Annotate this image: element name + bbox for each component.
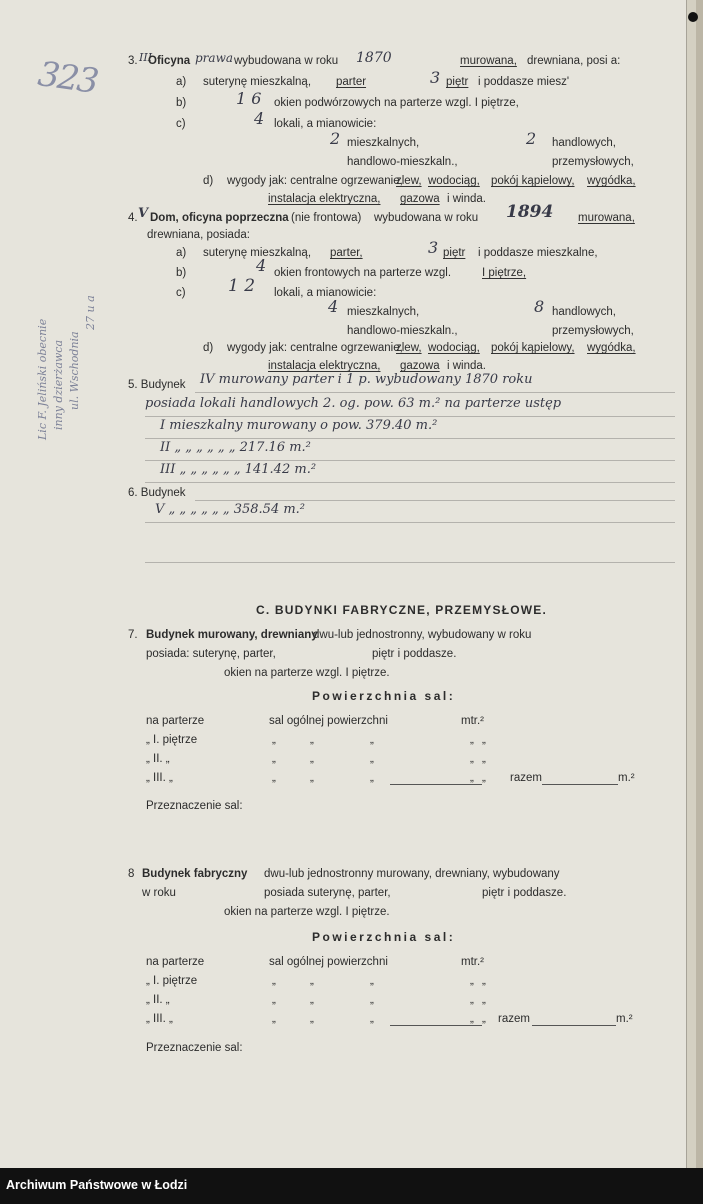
- s4-b-text: okien frontowych na parterze wzgl.: [274, 267, 452, 279]
- s4-d-instalacja: instalacja elektryczna,: [268, 360, 381, 372]
- s4-a-parter: parter,: [330, 247, 363, 259]
- s3-c-units-handwritten: 4: [254, 109, 265, 128]
- archive-footer: [0, 1168, 703, 1204]
- s3-commercial-label: handlowych,: [552, 137, 616, 149]
- s3-number: 3.: [128, 55, 138, 67]
- s5-label: 5. Budynek: [128, 379, 186, 391]
- margin-note-line: 27 u a: [84, 295, 97, 330]
- s4-a-text: suterynę mieszkalną,: [203, 247, 312, 259]
- s5-handwriting-line: I mieszkalny murowany o pow. 379.40 m.²: [160, 418, 438, 433]
- s4-commercial-label: handlowych,: [552, 306, 616, 318]
- s3-a-text: suterynę mieszkalną,: [203, 76, 312, 88]
- s4-commercial-count: 8: [534, 297, 545, 316]
- ditto-mark: „: [370, 753, 374, 765]
- s8-number: 8: [128, 868, 135, 880]
- page-number-handwritten: 323: [35, 54, 100, 102]
- ditto-mark: „: [470, 1013, 474, 1025]
- s8-line2b: posiada suterynę, parter,: [264, 887, 391, 899]
- ditto-mark: „: [272, 753, 276, 765]
- section-c-heading: C. BUDYNKI FABRYCZNE, PRZEMYSŁOWE.: [256, 603, 548, 617]
- s3-a-floors-handwritten: 3: [430, 68, 441, 87]
- margin-note-line: inny dzierżawca: [52, 339, 65, 430]
- ditto-mark: „: [470, 975, 474, 987]
- ditto-mark: „: [482, 734, 486, 746]
- s7-area-heading: Powierzchnia sal:: [312, 689, 456, 703]
- s3-d-gazowa: gazowa: [400, 193, 440, 205]
- sum-underline: [390, 784, 482, 785]
- ditto-mark: „: [470, 994, 474, 1006]
- s8-col-unit: mtr.²: [461, 956, 484, 968]
- s3-built-label: wybudowana w roku: [234, 55, 339, 67]
- total-underline: [532, 1025, 616, 1026]
- s4-material-murowana: murowana,: [578, 212, 635, 224]
- s3-c-text: lokali, a mianowicie:: [274, 118, 377, 130]
- s7-rest: dwu-lub jednostronny, wybudowany w roku: [313, 629, 532, 641]
- s4-d-winda: i winda.: [447, 360, 486, 372]
- s3-d-wodociag: wodociąg,: [428, 175, 480, 187]
- s4-d-zlew: zlew,: [396, 342, 422, 354]
- s4-a-floors-handwritten: 3: [428, 238, 439, 257]
- s4-residential-count: 4: [328, 297, 339, 316]
- s4-b-label: b): [176, 267, 187, 279]
- s4-title: Dom, oficyna poprzeczna: [150, 212, 289, 224]
- s4-d-label: d): [203, 342, 214, 354]
- s3-line1-tail: drewniana, posi a:: [527, 55, 621, 67]
- s7-title: Budynek murowany, drewniany: [146, 629, 318, 641]
- s7-line3: okien na parterze wzgl. I piętrze.: [224, 667, 390, 679]
- s4-roman: V: [138, 206, 149, 221]
- ruled-line: [145, 562, 675, 563]
- ditto-mark: „: [310, 734, 314, 746]
- ruled-line: [145, 522, 675, 523]
- s3-a-parter: parter: [336, 76, 367, 88]
- ruled-line: [145, 460, 675, 461]
- s8-total-label: razem: [498, 1013, 530, 1025]
- s6-label: 6. Budynek: [128, 487, 186, 499]
- s3-side-handwritten: prawa: [195, 51, 233, 65]
- ditto-mark: „: [470, 772, 474, 784]
- s3-material-murowana: murowana,: [460, 55, 517, 67]
- s5-handwriting-line: posiada lokali handlowych 2. og. pow. 63 m.² na parterze ustęp: [145, 396, 562, 411]
- ditto-mark: „: [310, 772, 314, 784]
- s8-purpose-label: Przeznaczenie sal:: [146, 1042, 243, 1054]
- s8-row-floor1: „ I. piętrze: [146, 975, 198, 987]
- s3-title: Oficyna: [148, 55, 191, 67]
- s8-title: Budynek fabryczny: [142, 868, 248, 880]
- s8-line2c: piętr i poddasze.: [482, 887, 567, 899]
- ditto-mark: „: [272, 975, 276, 987]
- s8-line2a: w roku: [142, 887, 176, 899]
- s3-commercial-count: 2: [526, 129, 537, 148]
- s3-d-label: d): [203, 175, 214, 187]
- s3-d-text: wygody jak: centralne ogrzewanie,: [227, 175, 403, 187]
- ditto-mark: „: [470, 753, 474, 765]
- s3-mixed-label: handlowo-mieszkaln.,: [347, 156, 458, 168]
- s5-handwriting-line: II „ „ „ „ „ „ 217.16 m.²: [160, 440, 311, 455]
- s8-line3: okien na parterze wzgl. I piętrze.: [224, 906, 390, 918]
- s7-line2b: piętr i poddasze.: [372, 648, 457, 660]
- s4-b-windows-handwritten: 4: [256, 256, 267, 275]
- s7-col-area: sal ogólnej powierzchni: [269, 715, 388, 727]
- s3-year-handwritten: 1870: [356, 50, 392, 66]
- archive-name: Archiwum Państwowe w Łodzi: [6, 1178, 188, 1192]
- s3-a-pietr: piętr: [446, 76, 469, 88]
- ditto-mark: „: [370, 975, 374, 987]
- sum-underline: [390, 1025, 482, 1026]
- ruled-line: [145, 482, 675, 483]
- ditto-mark: „: [310, 975, 314, 987]
- ditto-mark: „: [482, 994, 486, 1006]
- ditto-mark: „: [482, 772, 486, 784]
- s3-d-zlew: zlew,: [396, 175, 422, 187]
- s8-row-floor2: „ II. „: [146, 994, 170, 1006]
- ruled-line: [195, 500, 675, 501]
- s4-built-label: wybudowana w roku: [374, 212, 479, 224]
- ditto-mark: „: [370, 1013, 374, 1025]
- s4-d-gazowa: gazowa: [400, 360, 440, 372]
- s4-a-pietr: piętr: [443, 247, 466, 259]
- s4-c-label: c): [176, 287, 186, 299]
- s3-a-rest: i poddasze miesz': [478, 76, 570, 88]
- ditto-mark: „: [370, 994, 374, 1006]
- s4-d-pokoj: pokój kąpielowy,: [491, 342, 575, 354]
- s4-d-wodociag: wodociąg,: [428, 342, 480, 354]
- s4-a-rest: i poddasze mieszkalne,: [478, 247, 598, 259]
- s8-col-area: sal ogólnej powierzchni: [269, 956, 388, 968]
- s5-handwriting-line: IV murowany parter i 1 p. wybudowany 1870 roku: [200, 372, 533, 387]
- s5-handwriting-line: III „ „ „ „ „ „ 141.42 m.²: [160, 462, 317, 477]
- s7-row-floor1: „ I. piętrze: [146, 734, 198, 746]
- s4-industrial-label: przemysłowych,: [552, 325, 634, 337]
- page-edge-dark: [696, 0, 703, 1168]
- ditto-mark: „: [310, 994, 314, 1006]
- s3-d-winda: i winda.: [447, 193, 486, 205]
- s4-mixed-label: handlowo-mieszkaln.,: [347, 325, 458, 337]
- ruled-line: [195, 392, 675, 393]
- s4-paren: (nie frontowa): [291, 212, 362, 224]
- s8-total-unit: m.²: [616, 1013, 633, 1025]
- s7-purpose-label: Przeznaczenie sal:: [146, 800, 243, 812]
- ditto-mark: „: [482, 975, 486, 987]
- s8-row-floor3: „ III. „: [146, 1013, 173, 1025]
- s7-row-floor3: „ III. „: [146, 772, 173, 784]
- ditto-mark: „: [272, 1013, 276, 1025]
- margin-note-line: ul. Wschodnia: [68, 331, 81, 410]
- s3-d-wygodka: wygódka,: [587, 175, 636, 187]
- s3-c-label: c): [176, 118, 186, 130]
- total-underline: [542, 784, 618, 785]
- s7-row-floor2: „ II. „: [146, 753, 170, 765]
- s7-row-parter: na parterze: [146, 715, 205, 727]
- s3-d-pokoj: pokój kąpielowy,: [491, 175, 575, 187]
- ditto-mark: „: [272, 734, 276, 746]
- ditto-mark: „: [370, 772, 374, 784]
- s3-residential-count: 2: [330, 129, 341, 148]
- s8-row-parter: na parterze: [146, 956, 205, 968]
- ditto-mark: „: [470, 734, 474, 746]
- ditto-mark: „: [482, 753, 486, 765]
- s7-line2a: posiada: suterynę, parter,: [146, 648, 276, 660]
- ruled-line: [145, 438, 675, 439]
- s3-d-instalacja: instalacja elektryczna,: [268, 193, 381, 205]
- s3-roman: III: [139, 51, 153, 64]
- ditto-mark: „: [272, 772, 276, 784]
- s3-industrial-label: przemysłowych,: [552, 156, 634, 168]
- s3-residential-label: mieszkalnych,: [347, 137, 420, 149]
- binding-hole: [688, 12, 698, 22]
- s7-total-unit: m.²: [618, 772, 635, 784]
- s7-number: 7.: [128, 629, 138, 641]
- s3-b-text: okien podwórzowych na parterze wzgl. I piętrze,: [274, 97, 519, 109]
- s3-a-label: a): [176, 76, 187, 88]
- s7-col-unit: mtr.²: [461, 715, 484, 727]
- s4-year-handwritten: 1894: [506, 202, 554, 222]
- s7-total-label: razem: [510, 772, 542, 784]
- s3-b-windows-handwritten: 1 6: [236, 89, 262, 108]
- s4-c-units-handwritten: 1 2: [228, 276, 256, 296]
- s6-handwriting-line: V „ „ „ „ „ „ 358.54 m.²: [155, 502, 306, 517]
- s4-d-text: wygody jak: centralne ogrzewanie,: [227, 342, 403, 354]
- ditto-mark: „: [272, 994, 276, 1006]
- s4-a-label: a): [176, 247, 187, 259]
- ditto-mark: „: [310, 1013, 314, 1025]
- s8-area-heading: Powierzchnia sal:: [312, 930, 456, 944]
- s8-rest: dwu-lub jednostronny murowany, drewniany, wybudowany: [264, 868, 560, 880]
- s4-b-first-floor: I piętrze,: [482, 267, 527, 279]
- s4-number: 4.: [128, 212, 138, 224]
- s4-line2: drewniana, posiada:: [147, 229, 250, 241]
- ditto-mark: „: [482, 1013, 486, 1025]
- ditto-mark: „: [370, 734, 374, 746]
- margin-note-line: Lic F. Jeliński obecnie: [36, 318, 49, 440]
- s4-d-wygodka: wygódka,: [587, 342, 636, 354]
- s3-b-label: b): [176, 97, 187, 109]
- s4-c-text: lokali, a mianowicie:: [274, 287, 377, 299]
- ruled-line: [145, 416, 675, 417]
- ditto-mark: „: [310, 753, 314, 765]
- s4-residential-label: mieszkalnych,: [347, 306, 420, 318]
